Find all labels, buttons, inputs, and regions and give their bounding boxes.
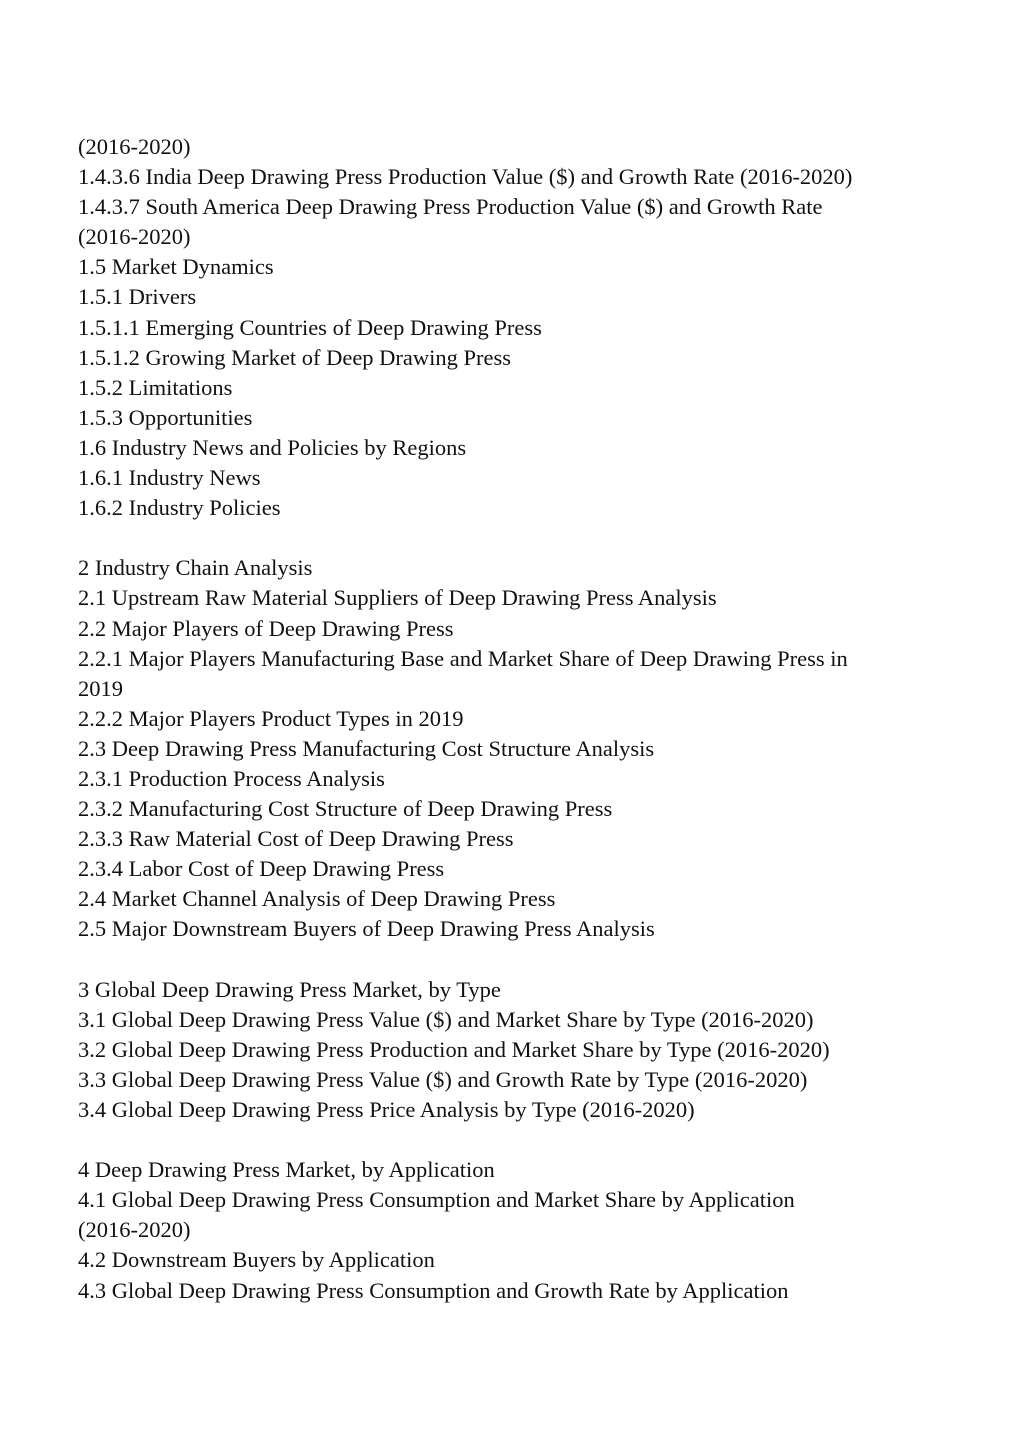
toc-entry-3-2: 3.2 Global Deep Drawing Press Production and Market Share by Type (2016-2020) [78, 1036, 830, 1062]
toc-entry-2-3: 2.3 Deep Drawing Press Manufacturing Cost Structure Analysis [78, 735, 655, 761]
toc-chapter-3: 3 Global Deep Drawing Press Market, by Type [78, 976, 501, 1002]
section-spacer [78, 1125, 958, 1155]
toc-chapter-4: 4 Deep Drawing Press Market, by Application [78, 1157, 495, 1183]
toc-entry-2-3-4: 2.3.4 Labor Cost of Deep Drawing Press [78, 856, 445, 882]
toc-entry-1-5: 1.5 Market Dynamics [78, 254, 274, 280]
toc-entry-1-4-3-6: 1.4.3.6 India Deep Drawing Press Production Value ($) and Growth Rate (2016-2020) [78, 164, 853, 190]
toc-entry-2-3-3: 2.3.3 Raw Material Cost of Deep Drawing Press [78, 826, 514, 852]
toc-entry-2-4: 2.4 Market Channel Analysis of Deep Drawing Press [78, 886, 556, 912]
toc-entry-3-3: 3.3 Global Deep Drawing Press Value ($) and Growth Rate by Type (2016-2020) [78, 1066, 808, 1092]
toc-entry-2-2-1: 2.2.1 Major Players Manufacturing Base and Market Share of Deep Drawing Press in [78, 645, 848, 671]
toc-entry-4-1: 4.1 Global Deep Drawing Press Consumption and Market Share by Application [78, 1187, 795, 1213]
toc-line-continuation: (2016-2020) [78, 134, 191, 159]
toc-entry-2-5: 2.5 Major Downstream Buyers of Deep Drawing Press Analysis [78, 916, 655, 942]
toc-entry-3-4: 3.4 Global Deep Drawing Press Price Analysis by Type (2016-2020) [78, 1097, 695, 1122]
toc-entry-2-3-1: 2.3.1 Production Process Analysis [78, 765, 385, 791]
toc-entry-2-2: 2.2 Major Players of Deep Drawing Press [78, 615, 454, 641]
toc-line-continuation: (2016-2020) [78, 224, 191, 250]
toc-entry-1-5-1: 1.5.1 Drivers [78, 284, 197, 310]
toc-chapter-2: 2 Industry Chain Analysis [78, 555, 313, 581]
toc-entry-1-5-1-1: 1.5.1.1 Emerging Countries of Deep Drawing Press [78, 314, 542, 340]
section-spacer [78, 945, 958, 975]
toc-entry-2-2-2: 2.2.2 Major Players Product Types in 2019 [78, 705, 464, 731]
section-spacer [78, 523, 958, 553]
toc-entry-1-6-1: 1.6.1 Industry News [78, 465, 261, 491]
toc-entry-4-3: 4.3 Global Deep Drawing Press Consumption and Growth Rate by Application [78, 1277, 789, 1303]
toc-entry-1-5-3: 1.5.3 Opportunities [78, 404, 253, 430]
toc-line-continuation: 2019 [78, 675, 123, 701]
toc-line-continuation: (2016-2020) [78, 1217, 191, 1243]
toc-entry-1-6-2: 1.6.2 Industry Policies [78, 495, 281, 521]
toc-entry-2-3-2: 2.3.2 Manufacturing Cost Structure of Deep Drawing Press [78, 796, 613, 822]
toc-entry-4-2: 4.2 Downstream Buyers by Application [78, 1247, 435, 1273]
document-page [78, 132, 958, 1306]
toc-entry-1-4-3-7: 1.4.3.7 South America Deep Drawing Press Production Value ($) and Growth Rate [78, 194, 823, 220]
toc-entry-2-1: 2.1 Upstream Raw Material Suppliers of Deep Drawing Press Analysis [78, 585, 717, 611]
toc-entry-1-5-1-2: 1.5.1.2 Growing Market of Deep Drawing Press [78, 344, 512, 370]
toc-entry-1-6: 1.6 Industry News and Policies by Regions [78, 434, 467, 460]
toc-entry-3-1: 3.1 Global Deep Drawing Press Value ($) and Market Share by Type (2016-2020) [78, 1006, 814, 1032]
toc-entry-1-5-2: 1.5.2 Limitations [78, 374, 233, 400]
